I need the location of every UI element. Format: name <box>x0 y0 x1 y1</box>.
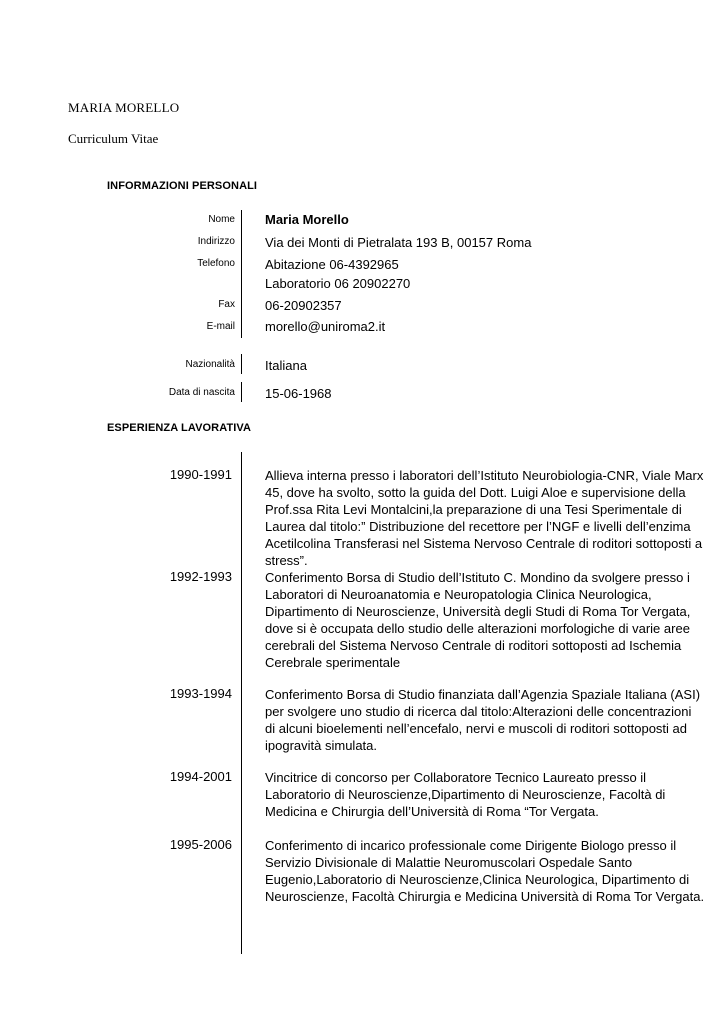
document-subtitle: Curriculum Vitae <box>68 131 159 146</box>
experience-period: 1990-1991 <box>169 467 232 482</box>
document-author-name: MARIA MORELLO <box>68 100 180 115</box>
value-email: morello@uniroma2.it <box>265 319 386 334</box>
personal-divider-line <box>241 210 242 338</box>
label-email: E-mail <box>206 321 235 332</box>
value-nazionalita: Italiana <box>265 358 307 373</box>
value-telefono-abitazione: Abitazione 06-4392965 <box>265 257 399 272</box>
experience-description: Conferimento Borsa di Studio finanziata dall’Agenzia Spaziale Italiana (ASI) per svolgere uno studio di ricerca dal titolo:Alterazioni delle concentrazioni di alcuni bioelementi nell’encefalo, nervi e muscoli di roditori sottoposti ad ipogravità simulata. <box>265 687 701 753</box>
label-telefono: Telefono <box>197 258 235 269</box>
section-heading-experience: ESPERIENZA LAVORATIVA <box>107 422 252 434</box>
nationality-divider-line <box>241 354 242 374</box>
value-indirizzo: Via dei Monti di Pietralata 193 B, 00157 Roma <box>265 235 532 250</box>
label-nome: Nome <box>208 214 235 225</box>
label-data-di-nascita: Data di nascita <box>168 387 235 398</box>
experience-period: 1993-1994 <box>169 686 232 701</box>
label-nazionalita: Nazionalità <box>185 359 235 370</box>
experience-period: 1995-2006 <box>169 837 232 852</box>
label-indirizzo: Indirizzo <box>197 236 235 247</box>
label-fax: Fax <box>218 299 235 310</box>
experience-description: Vincitrice di concorso per Collaboratore Tecnico Laureato presso il Laboratorio di Neuroscienze,Dipartimento di Neuroscienze, Facoltà di Medicina e Chirurgia dell’Università di Roma “Tor Vergata. <box>265 770 666 819</box>
experience-divider-line <box>241 452 242 954</box>
birthdate-divider-line <box>241 382 242 402</box>
experience-period: 1992-1993 <box>169 569 232 584</box>
value-fax: 06-20902357 <box>265 298 342 313</box>
experience-period: 1994-2001 <box>169 769 232 784</box>
value-nome: Maria Morello <box>265 212 349 227</box>
value-telefono-laboratorio: Laboratorio 06 20902270 <box>265 276 411 291</box>
experience-description: Conferimento Borsa di Studio dell’Istituto C. Mondino da svolgere presso i Laboratori di Neuroanatomia e Neuropatologia Clinica Neurologica, Dipartimento di Neuroscienze, Università degli Studi di Roma Tor Vergata, dove si è occupata dello studio delle alterazioni morfologiche di varie aree cerebrali del Sistema Nervoso Centrale di roditori sottoposti ad Ischemia Cerebrale sperimentale <box>265 570 691 670</box>
section-heading-personal: INFORMAZIONI PERSONALI <box>107 180 258 192</box>
experience-description: Conferimento di incarico professionale come Dirigente Biologo presso il Servizio Divisionale di Malattie Neuromuscolari Ospedale Santo Eugenio,Laboratorio di Neuroscienze,Clinica Neurologica, Dipartimento di Neuroscienze, Facoltà Chirurgia e Medicina Università di Roma Tor Vergata. <box>265 838 705 904</box>
value-data-di-nascita: 15-06-1968 <box>265 386 332 401</box>
experience-description: Allieva interna presso i laboratori dell’Istituto Neurobiologia-CNR, Viale Marx 45, dove ha svolto, sotto la guida del Dott. Luigi Aloe e supervisione della Prof.ssa Rita Levi Montalcini,la preparazione di una Tesi Sperimentale di Laurea dal titolo:” Distribuzione del recettore per l’NGF e livelli dell’enzima Acetilcolina Transferasi nel Sistema Nervoso Centrale di roditori sottoposti a stress”. <box>265 468 704 568</box>
